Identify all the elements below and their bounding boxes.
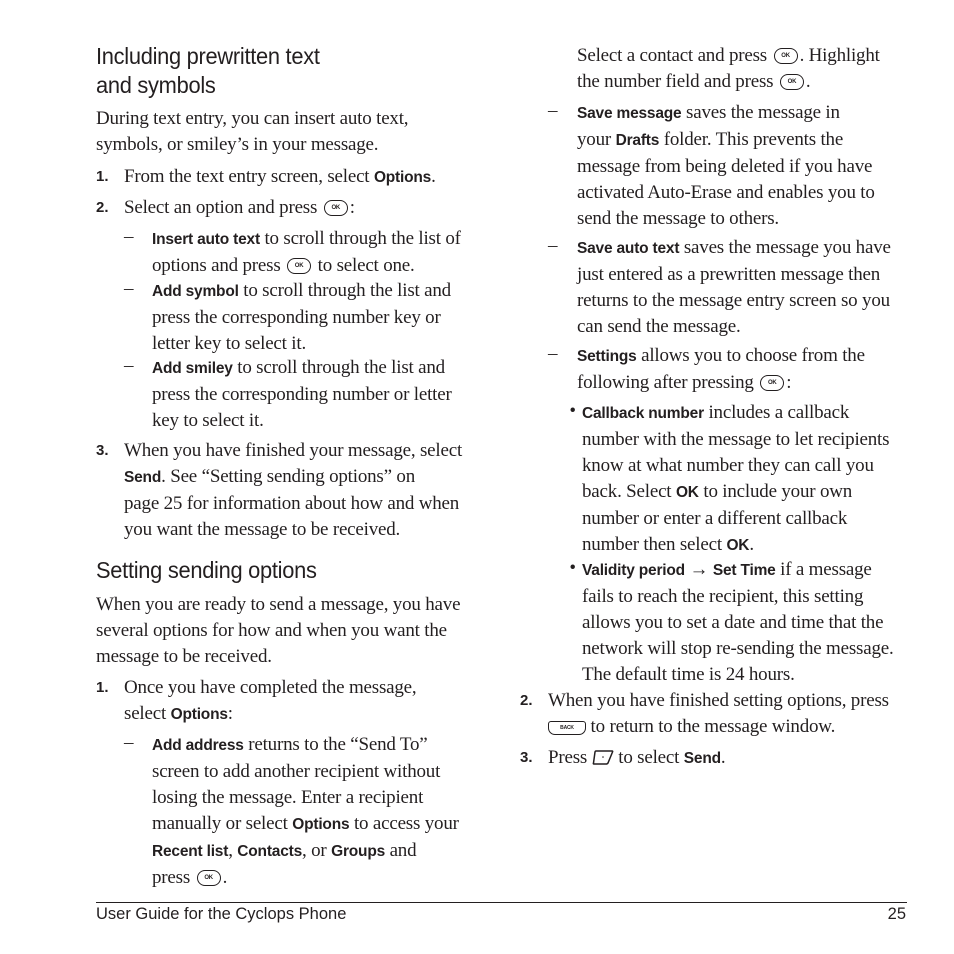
- ok-key-icon: OK: [760, 375, 784, 391]
- heading-sending-options: Setting sending options: [96, 557, 317, 583]
- bullet-save-auto-text: – Save auto text saves the message you have just entered as a prewritten message then returns to the message entry screen so you can send the message.: [548, 235, 891, 337]
- footer-title: User Guide for the Cyclops Phone: [96, 905, 347, 923]
- ok-key-icon: OK: [324, 200, 348, 216]
- footer-rule: [96, 902, 907, 903]
- ok-key-icon: OK: [780, 74, 804, 90]
- step-3-send: 3. When you have finished your message, select Send. See “Setting sending options” on page 25 for information about how and when you want the message to be received.: [96, 440, 463, 540]
- sub-bullet-callback-number: • Callback number includes a callback number with the message to let recipients know at what number they can call you back. Select OK to include your own number or enter a different callback number then select OK.: [570, 402, 890, 555]
- left-softkey-icon: [592, 749, 614, 765]
- sub-bullet-validity-period: • Validity period → Set Time if a message fails to reach the recipient, this setting allows you to set a date and time that the network will stop re-sending the message. The default time is 24 hours.: [570, 559, 894, 685]
- bullet-add-symbol: – Add symbol to scroll through the list and press the corresponding number key or letter key to select it.: [124, 278, 451, 354]
- bullet-save-message: – Save message saves the message in your Drafts folder. This prevents the message from being deleted if you have activated Auto-Erase and enables you to send the message to others.: [548, 100, 875, 229]
- add-address-continued: Select a contact and press OK . Highlight the number field and press OK .: [577, 45, 880, 92]
- bullet-settings: – Settings allows you to choose from the following after pressing OK :: [548, 343, 865, 393]
- back-key-icon: BACK: [548, 721, 586, 735]
- bullet-add-address: – Add address returns to the “Send To” screen to add another recipient without losing the message. Enter a recipient manually or select Options to access your Recent list, Contacts, or Groups and press OK .: [124, 732, 459, 888]
- step-3-press-send: 3. Press to select Send.: [520, 747, 726, 768]
- bullet-insert-auto-text: – Insert auto text to scroll through the list of options and press OK to select one.: [124, 226, 461, 276]
- step-1-options: 1. From the text entry screen, select Options.: [96, 166, 436, 187]
- ok-key-icon: OK: [774, 48, 798, 64]
- heading-prewritten: Including prewritten text and symbols: [96, 43, 320, 98]
- intro-sending-options: When you are ready to send a message, you have several options for how and when you want the message to be received.: [96, 594, 461, 667]
- step-2-select-option: 2. Select an option and press OK :: [96, 197, 355, 218]
- ok-key-icon: OK: [197, 870, 221, 886]
- step-2-finished-settings: 2. When you have finished setting options, press BACK to return to the message window.: [520, 690, 889, 737]
- intro-prewritten: During text entry, you can insert auto text, symbols, or smiley’s in your message.: [96, 108, 409, 155]
- ok-key-icon: OK: [287, 258, 311, 274]
- page-number: 25: [887, 905, 906, 923]
- step-1-completed: 1. Once you have completed the message, select Options:: [96, 677, 417, 724]
- bullet-add-smiley: – Add smiley to scroll through the list and press the corresponding number or letter key to select it.: [124, 355, 452, 431]
